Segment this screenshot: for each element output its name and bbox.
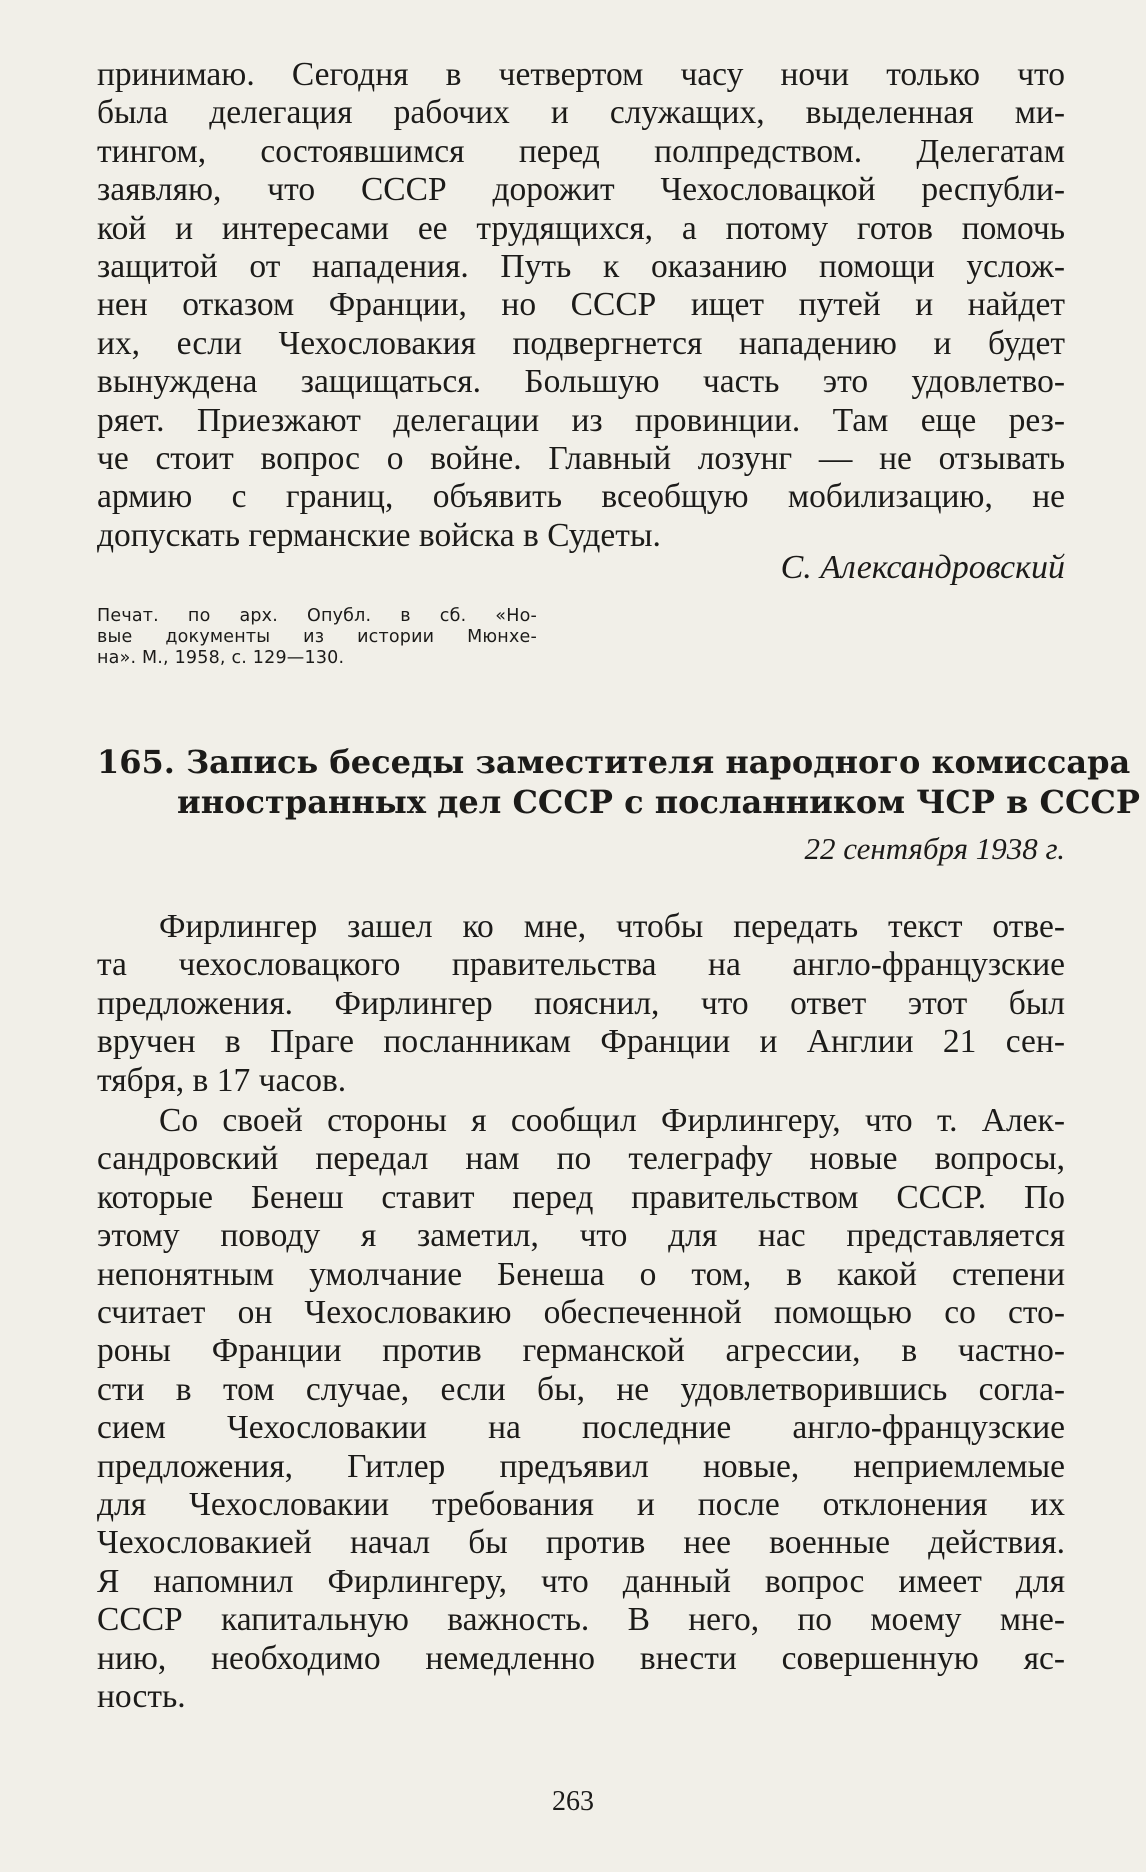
text-line: вручен в Праге посланникам Франции и Англии 21 сен- <box>97 1023 1065 1061</box>
text-line: ность. <box>97 1678 186 1716</box>
text-line: ряет. Приезжают делегации из провинции. Там еще рез- <box>97 401 1065 439</box>
text-line: сти в том случае, если бы, не удовлетворившись согла- <box>97 1370 1065 1408</box>
paragraph-1 <box>97 908 1065 1100</box>
text-line: Чехословакией начал бы против нее военные действия. <box>97 1524 1065 1562</box>
text-line: предложения, Гитлер предъявил новые, неприемлемые <box>97 1447 1065 1485</box>
text-line: СССР капитальную важность. В него, по моему мне- <box>97 1601 1065 1639</box>
text-line: че стоит вопрос о войне. Главный лозунг — не отзывать <box>97 440 1065 478</box>
text-line: вынуждена защищаться. Большую часть это удовлетво- <box>97 363 1065 401</box>
heading-line: 165. Запись беседы заместителя народного комиссара <box>97 743 1131 781</box>
text-line: Фирлингер зашел ко мне, чтобы передать текст отве- <box>159 908 1065 945</box>
top-paragraph <box>97 56 1065 555</box>
source-line: на». М., 1958, с. 129—130. <box>97 648 345 668</box>
text-line: Я напомнил Фирлингеру, что данный вопрос имеет для <box>97 1562 1065 1600</box>
text-line: тября, в 17 часов. <box>97 1061 347 1099</box>
text-line: допускать германские войска в Судеты. <box>97 516 661 554</box>
heading-line: иностранных дел СССР с посланником ЧСР в СССР <box>177 783 1140 821</box>
text-line: тингом, состоявшимся перед полпредством. Делегатам <box>97 132 1065 170</box>
document-heading <box>97 742 1140 822</box>
text-line: Со своей стороны я сообщил Фирлингеру, что т. Алек- <box>159 1102 1065 1139</box>
source-line: Печат. по арх. Опубл. в сб. «Но- <box>97 606 537 626</box>
text-line: армию с границ, объявить всеобщую мобилизацию, не <box>97 478 1065 516</box>
text-line: которые Бенеш ставит перед правительством СССР. По <box>97 1178 1065 1216</box>
text-line: та чехословацкого правительства на англо-французские <box>97 946 1065 984</box>
text-line: принимаю. Сегодня в четвертом часу ночи только что <box>97 56 1065 93</box>
text-line: их, если Чехословакия подвергнется нападению и будет <box>97 324 1065 362</box>
page-number: 263 <box>552 1786 594 1817</box>
text-line: кой и интересами ее трудящихся, а потому готов помочь <box>97 209 1065 247</box>
source-note <box>97 606 537 669</box>
text-line: непонятным умолчание Бенеша о том, в какой степени <box>97 1255 1065 1293</box>
text-line: считает он Чехословакию обеспеченной помощью со сто- <box>97 1294 1065 1332</box>
text-line: защитой от нападения. Путь к оказанию помощи услож- <box>97 248 1065 286</box>
source-line: вые документы из истории Мюнхе- <box>97 627 537 647</box>
paragraph-2 <box>97 1102 1065 1717</box>
text-line: заявляю, что СССР дорожит Чехословацкой республи- <box>97 171 1065 209</box>
text-line: для Чехословакии требования и после отклонения их <box>97 1486 1065 1524</box>
document-date: 22 сентября 1938 г. <box>804 831 1065 866</box>
text-line: этому поводу я заметил, что для нас представляется <box>97 1217 1065 1255</box>
text-line: сием Чехословакии на последние англо-французские <box>97 1409 1065 1447</box>
signature: С. Александровский <box>780 549 1065 586</box>
text-line: была делегация рабочих и служащих, выделенная ми- <box>97 94 1065 132</box>
text-line: сандровский передал нам по телеграфу новые вопросы, <box>97 1140 1065 1178</box>
text-line: нию, необходимо немедленно внести совершенную яс- <box>97 1639 1065 1677</box>
text-line: предложения. Фирлингер пояснил, что ответ этот был <box>97 984 1065 1022</box>
text-line: нен отказом Франции, но СССР ищет путей и найдет <box>97 286 1065 324</box>
text-line: роны Франции против германской агрессии, в частно- <box>97 1332 1065 1370</box>
